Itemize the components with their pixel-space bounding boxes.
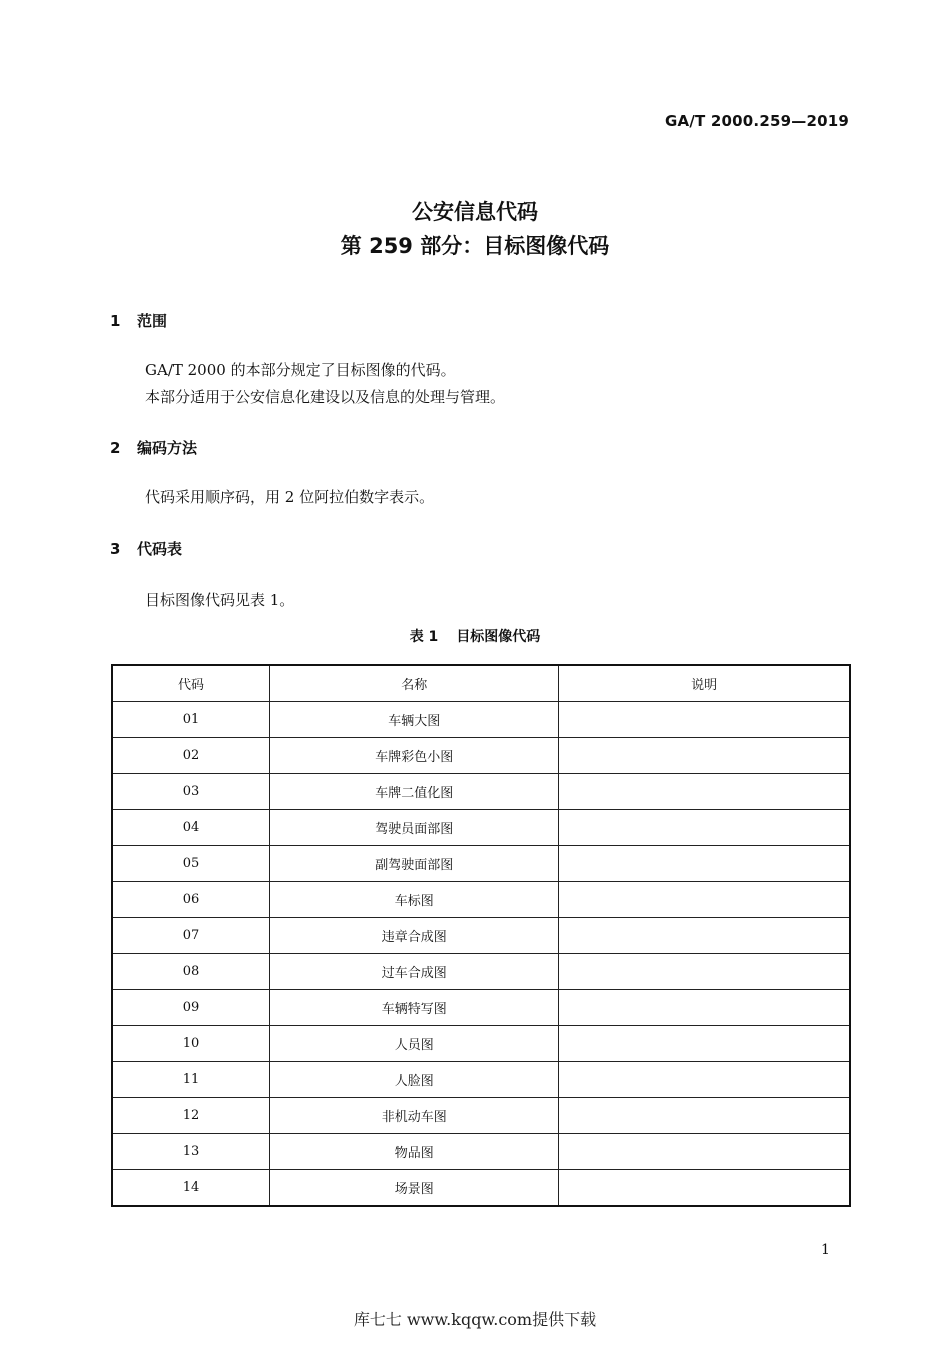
paragraph: 本部分适用于公安信息化建设以及信息的处理与管理。 <box>145 388 506 406</box>
table-row <box>112 990 850 1026</box>
paragraph: 代码采用顺序码，用 2 位阿拉伯数字表示。 <box>145 488 435 506</box>
code-cell: 13 <box>112 1134 270 1170</box>
table-row <box>112 918 850 954</box>
section-heading-coding-method <box>110 437 197 458</box>
name-cell: 人脸图 <box>270 1062 559 1098</box>
code-cell: 11 <box>112 1062 270 1098</box>
code-cell: 08 <box>112 954 270 990</box>
description-cell <box>559 1062 850 1098</box>
name-cell: 车辆大图 <box>270 702 559 738</box>
table-row <box>112 1026 850 1062</box>
download-footer: 库七七 www.kqqw.com提供下载 <box>353 1310 597 1329</box>
code-cell: 07 <box>112 918 270 954</box>
section-number: 3 <box>110 540 121 558</box>
table-header-row <box>112 665 850 702</box>
section-heading-scope <box>110 310 167 331</box>
column-header-name: 名称 <box>270 665 559 702</box>
table-caption-title: 目标图像代码 <box>456 629 541 645</box>
table-row <box>112 882 850 918</box>
name-cell: 车牌彩色小图 <box>270 738 559 774</box>
table-row <box>112 1098 850 1134</box>
code-table <box>111 664 851 1207</box>
code-cell: 09 <box>112 990 270 1026</box>
code-cell: 01 <box>112 702 270 738</box>
section-title: 代码表 <box>137 540 183 558</box>
table-caption <box>0 626 950 646</box>
section-number: 1 <box>110 312 121 330</box>
description-cell <box>559 1098 850 1134</box>
name-cell: 物品图 <box>270 1134 559 1170</box>
code-cell: 03 <box>112 774 270 810</box>
description-cell <box>559 1026 850 1062</box>
description-cell <box>559 702 850 738</box>
code-cell: 04 <box>112 810 270 846</box>
description-cell <box>559 738 850 774</box>
column-header-code: 代码 <box>112 665 270 702</box>
document-subtitle: 第 259 部分：目标图像代码 <box>340 234 610 258</box>
table-row <box>112 810 850 846</box>
column-header-description: 说明 <box>559 665 850 702</box>
table-row <box>112 738 850 774</box>
table-row <box>112 1134 850 1170</box>
name-cell: 非机动车图 <box>270 1098 559 1134</box>
description-cell <box>559 810 850 846</box>
table-caption-label: 表 1 <box>409 629 439 645</box>
name-cell: 驾驶员面部图 <box>270 810 559 846</box>
section-title: 编码方法 <box>137 439 198 457</box>
section-heading-code-table <box>110 538 182 559</box>
name-cell: 车标图 <box>270 882 559 918</box>
description-cell <box>559 1134 850 1170</box>
table-row <box>112 1062 850 1098</box>
page-number: 1 <box>821 1242 830 1258</box>
code-cell: 06 <box>112 882 270 918</box>
code-cell: 12 <box>112 1098 270 1134</box>
description-cell <box>559 918 850 954</box>
table-row <box>112 846 850 882</box>
document-title: 公安信息代码 <box>412 200 538 224</box>
paragraph: GA/T 2000 的本部分规定了目标图像的代码。 <box>145 361 456 379</box>
paragraph: 目标图像代码见表 1。 <box>145 591 295 609</box>
table-row <box>112 954 850 990</box>
description-cell <box>559 990 850 1026</box>
name-cell: 场景图 <box>270 1170 559 1207</box>
description-cell <box>559 882 850 918</box>
table-row <box>112 702 850 738</box>
name-cell: 违章合成图 <box>270 918 559 954</box>
description-cell <box>559 846 850 882</box>
standard-number: GA/T 2000.259—2019 <box>665 112 849 130</box>
table-row <box>112 774 850 810</box>
description-cell <box>559 954 850 990</box>
name-cell: 人员图 <box>270 1026 559 1062</box>
section-title: 范围 <box>137 312 168 330</box>
name-cell: 副驾驶面部图 <box>270 846 559 882</box>
code-cell: 05 <box>112 846 270 882</box>
description-cell <box>559 774 850 810</box>
code-cell: 10 <box>112 1026 270 1062</box>
name-cell: 过车合成图 <box>270 954 559 990</box>
table-row <box>112 1170 850 1207</box>
code-cell: 02 <box>112 738 270 774</box>
section-number: 2 <box>110 439 121 457</box>
code-cell: 14 <box>112 1170 270 1207</box>
name-cell: 车牌二值化图 <box>270 774 559 810</box>
description-cell <box>559 1170 850 1207</box>
name-cell: 车辆特写图 <box>270 990 559 1026</box>
